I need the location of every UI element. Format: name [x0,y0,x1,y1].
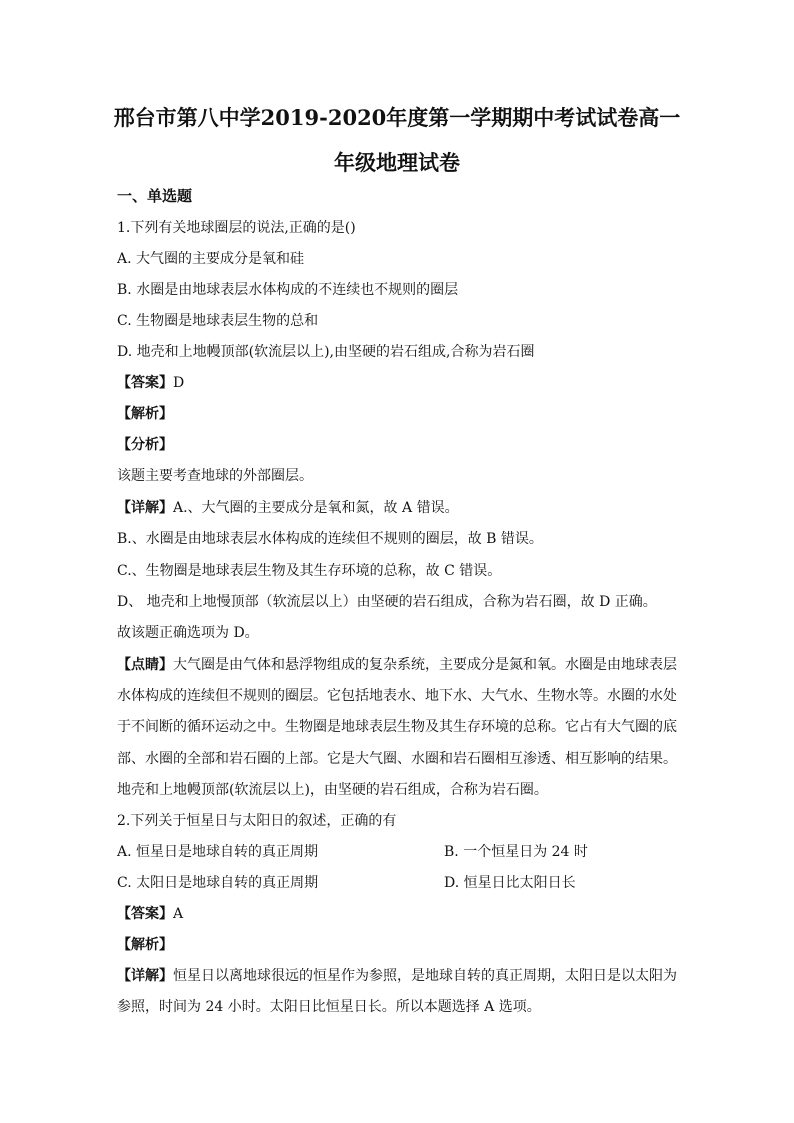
question-1-point-line: 水体构成的连续但不规则的圈层。它包括地表水、地下水、大气水、生物水等。水圈的水处 [117,688,677,704]
question-1-option-d: D. 地壳和上地幔顶部(软流层以上),由坚硬的岩石组成,合称为岩石圈 [117,344,535,360]
answer-value: D [173,375,185,391]
question-1-detail-line: B.、水圈是由地球表层水体构成的连续但不规则的圈层，故 B 错误。 [117,531,543,547]
question-1-point-line [117,655,677,675]
question-1-option-a: A. 大气圈的主要成分是氧和硅 [117,251,305,267]
question-1-option-c: C. 生物圈是地球表层生物的总和 [117,313,319,329]
question-2-option-c: C. 太阳日是地球自转的真正周期 [117,875,319,891]
question-1-point-line: 部、水圈的全部和岩石圈的上部。它是大气圈、水圈和岩石圈相互渗透、相互影响的结果。 [117,751,677,767]
question-1-stem: 1.下列有关地球圈层的说法,正确的是() [117,220,356,236]
question-2-option-d: D. 恒星日比太阳日长 [444,875,576,891]
detail-tag: 【详解】 [117,968,173,984]
question-1-detail-line: D、 地壳和上地慢顶部（软流层以上）由坚硬的岩石组成，合称为岩石圈，故 D 正确。 [117,594,657,610]
question-1-option-b: B. 水圈是由地球表层水体构成的不连续也不规则的圈层 [117,282,459,298]
question-1-fenxi-text: 该题主要考查地球的外部圈层。 [117,468,313,484]
section-heading: 一、单选题 [117,187,193,205]
question-1-point-line: 地壳和上地幔顶部(软流层以上)，由坚硬的岩石组成，合称为岩石圈。 [117,782,548,798]
question-2-detail-line: 参照，时间为 24 小时。太阳日比恒星日长。所以本题选择 A 选项。 [117,999,541,1015]
document-title-line-1: 邢台市第八中学2019-2020年度第一学期期中考试试卷高一 [113,105,681,130]
question-1-detail-line: 故该题正确选项为 D。 [117,625,259,641]
question-1-point-line: 于不间断的循环运动之中。生物圈是地球表层生物及其生存环境的总称。它占有大气圈的底 [117,719,677,735]
question-1-analysis-tag: 【解析】 [117,406,173,422]
question-2-option-a: A. 恒星日是地球自转的真正周期 [117,844,319,860]
question-2-analysis-tag: 【解析】 [117,937,173,953]
point-text: 大气圈是由气体和悬浮物组成的复杂系统，主要成分是氮和氧。水圈是由地球表层 [173,657,677,673]
question-2-stem: 2.下列关于恒星日与太阳日的叙述，正确的有 [117,813,397,829]
question-2-option-b: B. 一个恒星日为 24 时 [444,844,588,860]
question-1-detail-line [117,498,459,518]
detail-text: A.、大气圈的主要成分是氧和氮，故 A 错误。 [173,500,459,516]
detail-tag: 【详解】 [117,500,173,516]
question-2-answer [117,904,183,924]
answer-tag: 【答案】 [117,375,173,391]
answer-value: A [173,906,184,922]
point-tag: 【点睛】 [117,657,173,673]
document-title-line-2: 年级地理试卷 [334,150,460,175]
question-1-detail-line: C.、生物圈是地球表层生物及其生存环境的总称，故 C 错误。 [117,563,502,579]
detail-text: 恒星日以离地球很远的恒星作为参照，是地球自转的真正周期，太阳日是以太阳为 [173,968,677,984]
question-1-fenxi-tag: 【分析】 [117,437,173,453]
question-1-answer [117,373,184,393]
question-2-detail-line [117,966,677,986]
answer-tag: 【答案】 [117,906,173,922]
